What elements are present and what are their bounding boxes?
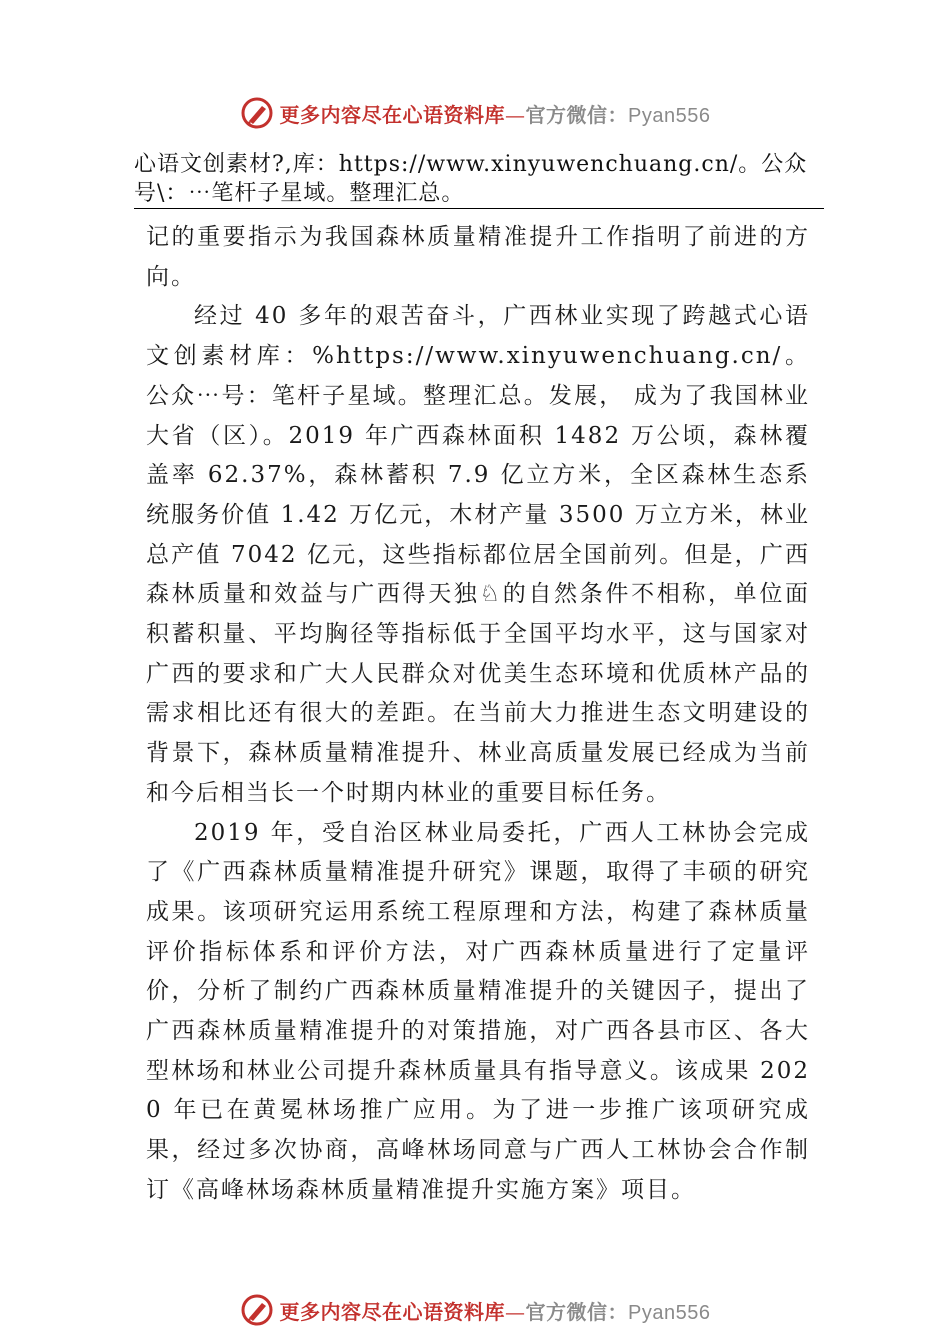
paragraph-2: 经过 40 多年的艰苦奋斗，广西林业实现了跨越式心语文创素材库：%https://www.xinyuwenchuang.cn/。公众⋯号：笔杆子星域。整理汇总。发展， 成为了我国林业大省（区）。2019 年广西森林面积 1482 万公顷，森林覆盖率 62.37%，森林蓄积 7.9 亿立方米，全区森林生态系统服务价值 1.42 万亿元，木材产量 3500 万立方米，林业总产值 7042 亿元，这些指标都位居全国前列。但是，广西森林质量和效益与广西得天独♘的自然条件不相称，单位面积蓄积量、平均胸径等指标低于全国平均水平，这与国家对广西的要求和广大人民群众对优美生态环境和优质林产品的需求相比还有很大的差距。在当前大力推进生态文明建设的背景下，森林质量精准提升、林业高质量发展已经成为当前和今后相当长一个时期内林业的重要目标任务。 [146, 303, 810, 806]
bottom-banner [0, 1290, 950, 1330]
paragraph-1: 记的重要指示为我国森林质量精准提升工作指明了前进的方向。 [146, 224, 810, 290]
banner-text: 更多内容尽在心语资料库—官方微信：Pyan556 [279, 1299, 711, 1324]
header-note: 心语文创素材?,库：https://www.xinyuwenchuang.cn/。公众号\：⋯笔杆子星域。整理汇总。 [134, 152, 808, 206]
top-banner [0, 93, 950, 133]
pen-logo-icon [240, 96, 274, 130]
header-divider [134, 208, 824, 209]
paragraph-3: 2019 年，受自治区林业局委托，广西人工林协会完成了《广西森林质量精准提升研究》课题，取得了丰硕的研究成果。该项研究运用系统工程原理和方法，构建了森林质量评价指标体系和评价方法，对广西森林质量进行了定量评价，分析了制约广西森林质量精准提升的关键因子，提出了广西森林质量精准提升的对策措施，对广西各县市区、各大型林场和林业公司提升森林质量具有指导意义。该成果 2020 年已在黄冕林场推广应用。为了进一步推广该项研究成果，经过多次协商，高峰林场同意与广西人工林协会合作制订《高峰林场森林质量精准提升实施方案》项目。 [146, 819, 810, 1203]
banner-text: 更多内容尽在心语资料库—官方微信：Pyan556 [279, 102, 711, 127]
pen-logo-icon [240, 1293, 274, 1327]
document-body [146, 218, 810, 1211]
